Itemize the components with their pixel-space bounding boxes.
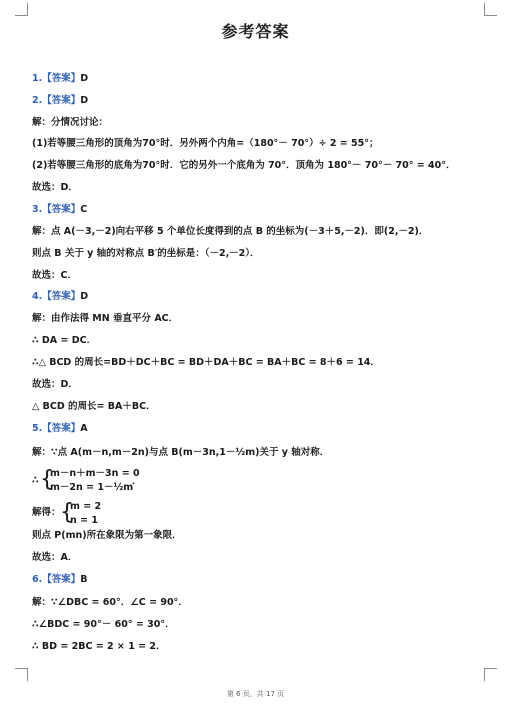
left-brace: { — [60, 500, 74, 525]
crop-mark-top-right — [484, 3, 497, 16]
solution-line: ∴∠BDC = 90°－ 60° = 30°． — [32, 619, 175, 630]
solution-line: △ BCD 的周长= BA＋BC． — [32, 401, 156, 412]
equation-system-1 — [32, 468, 172, 496]
solution-line: 则点 P(mn)所在象限为第一象限． — [32, 530, 182, 541]
crop-mark-bottom-left — [15, 668, 28, 681]
crop-mark-top-left — [15, 3, 28, 16]
solution-row-1: m = 2 — [70, 501, 102, 512]
solution-line: 故选：C． — [32, 270, 77, 281]
answer-heading: 6.【答案】B — [32, 574, 88, 585]
solution-line: 解：分情况讨论： — [32, 117, 109, 128]
solution-line: 解：∵∠DBC = 60°．∠C = 90°． — [32, 597, 188, 608]
solution-line: (2)若等腰三角形的底角为70°时．它的另外一个底角为 70°．顶角为 180°－ 70°－ 70° = 40°． — [32, 160, 456, 171]
page-footer: 第 6 页，共 17 页 — [226, 690, 285, 698]
equation-row-2: m－2n = 1－½m — [50, 482, 134, 493]
answer-heading: 2.【答案】D — [32, 95, 89, 106]
solution-line: 故选：A． — [32, 552, 78, 563]
solution-line: ∴ DA = DC． — [32, 335, 97, 346]
solution-line: 则点 B 关于 y 轴的对称点 B′的坐标是：（－2,－2）． — [32, 248, 260, 259]
page-title: 参考答案 — [221, 22, 290, 41]
solution-line: 故选：D． — [32, 182, 78, 193]
answer-heading: 5.【答案】A — [32, 423, 88, 434]
crop-mark-bottom-right — [484, 668, 497, 681]
solution-label: 解得： — [32, 507, 61, 518]
answer-heading: 1.【答案】D — [32, 73, 89, 84]
solution-line: ∴ BD = 2BC = 2 × 1 = 2． — [32, 641, 166, 652]
answer-heading: 3.【答案】C — [32, 204, 88, 215]
equation-end-mark: ． — [132, 476, 142, 487]
therefore-symbol: ∴ — [32, 475, 39, 486]
solution-row-2: n = 1 — [70, 515, 98, 526]
solution-line: 解：由作法得 MN 垂直平分 AC． — [32, 313, 179, 324]
left-brace: { — [40, 467, 54, 492]
equation-row-1: m－n＋m－3n = 0 — [50, 468, 140, 479]
equation-system-2 — [32, 501, 152, 529]
solution-line: 解：点 A(－3,－2)向右平移 5 个单位长度得到的点 B 的坐标为(－3＋5,－2)．即(2,－2)． — [32, 226, 429, 237]
solution-line: 故选：D． — [32, 379, 78, 390]
answer-heading: 4.【答案】D — [32, 291, 89, 302]
solution-line: (1)若等腰三角形的顶角为70°时．另外两个内角=（180°－ 70°）÷ 2 = 55°； — [32, 138, 379, 149]
solution-line: 解：∵点 A(m－n,m－2n)与点 B(m－3n,1－½m)关于 y 轴对称． — [32, 447, 330, 458]
solution-line: ∴△ BCD 的周长=BD＋DC＋BC = BD＋DA＋BC = BA＋BC = 8＋6 = 14． — [32, 357, 380, 368]
